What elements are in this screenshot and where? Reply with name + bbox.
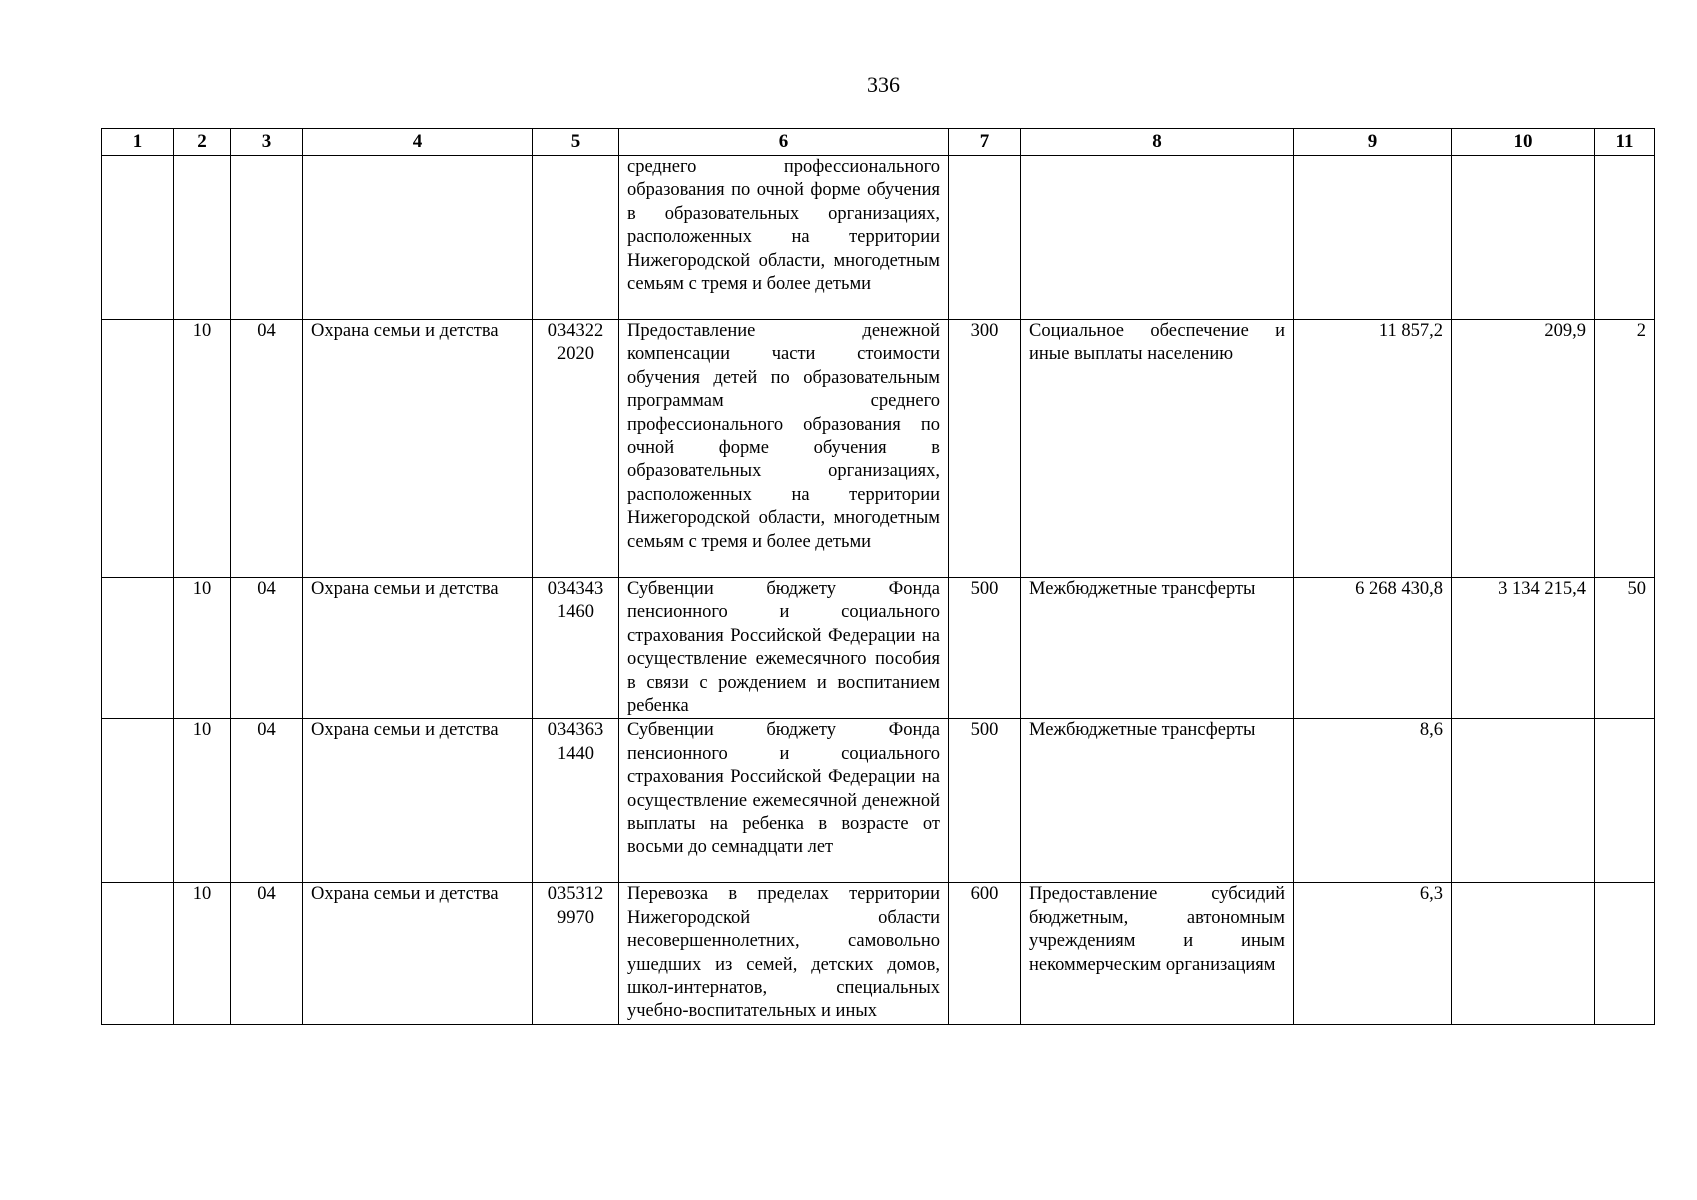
cell-value-10 — [1452, 156, 1595, 320]
cell-expense-type: 500 — [949, 719, 1021, 883]
cell-col1 — [102, 883, 174, 1024]
header-cell: 6 — [619, 129, 949, 156]
cell-target-code — [533, 156, 619, 320]
cell-col1 — [102, 719, 174, 883]
header-cell: 1 — [102, 129, 174, 156]
cell-description: Перевозка в пределах территории Нижегородской области несовершеннолетних, самовольно ушедших из семей, детских домов, школ-интернатов, специальных учебно-воспитательных и иных — [619, 883, 949, 1024]
cell-value-11 — [1595, 719, 1655, 883]
table-row — [102, 883, 1655, 1024]
header-cell: 2 — [174, 129, 231, 156]
cell-subsection — [231, 156, 303, 320]
cell-value-11 — [1595, 883, 1655, 1024]
cell-description: Предоставление денежной компенсации части стоимости обучения детей по образовательным программам среднего профессионального образования по очной форме обучения в образовательных организациях, расположенных на территории Нижегородской области, многодетным семьям с тремя и более детьми — [619, 320, 949, 578]
cell-subsection: 04 — [231, 719, 303, 883]
header-cell: 9 — [1294, 129, 1452, 156]
cell-section-name: Охрана семьи и детства — [303, 883, 533, 1024]
header-row — [102, 129, 1655, 156]
cell-expense-name: Межбюджетные трансферты — [1021, 578, 1294, 719]
cell-description: среднего профессионального образования по очной форме обучения в образовательных организациях, расположенных на территории Нижегородской области, многодетным семьям с тремя и более детьми — [619, 156, 949, 320]
cell-value-9 — [1294, 156, 1452, 320]
cell-expense-name: Социальное обеспечение и иные выплаты населению — [1021, 320, 1294, 578]
header-cell: 7 — [949, 129, 1021, 156]
cell-section: 10 — [174, 719, 231, 883]
cell-value-9: 6 268 430,8 — [1294, 578, 1452, 719]
cell-col1 — [102, 156, 174, 320]
cell-value-10 — [1452, 719, 1595, 883]
table-row — [102, 719, 1655, 883]
cell-value-11: 50 — [1595, 578, 1655, 719]
cell-description: Субвенции бюджету Фонда пенсионного и социального страхования Российской Федерации на осуществление ежемесячного пособия в связи с рождением и воспитанием ребенка — [619, 578, 949, 719]
cell-expense-type: 500 — [949, 578, 1021, 719]
cell-section-name: Охрана семьи и детства — [303, 320, 533, 578]
cell-value-11 — [1595, 156, 1655, 320]
cell-section: 10 — [174, 883, 231, 1024]
header-cell: 10 — [1452, 129, 1595, 156]
cell-section: 10 — [174, 578, 231, 719]
page-number: 336 — [867, 72, 900, 97]
cell-value-9: 8,6 — [1294, 719, 1452, 883]
cell-section — [174, 156, 231, 320]
table-row — [102, 156, 1655, 320]
cell-value-10 — [1452, 883, 1595, 1024]
cell-section: 10 — [174, 320, 231, 578]
cell-expense-type: 600 — [949, 883, 1021, 1024]
cell-target-code: 035312 9970 — [533, 883, 619, 1024]
cell-section-name: Охрана семьи и детства — [303, 719, 533, 883]
cell-subsection: 04 — [231, 883, 303, 1024]
header-cell: 3 — [231, 129, 303, 156]
cell-subsection: 04 — [231, 578, 303, 719]
cell-value-10: 209,9 — [1452, 320, 1595, 578]
cell-target-code: 034363 1440 — [533, 719, 619, 883]
cell-value-10: 3 134 215,4 — [1452, 578, 1595, 719]
table-row — [102, 578, 1655, 719]
cell-value-9: 11 857,2 — [1294, 320, 1452, 578]
cell-value-9: 6,3 — [1294, 883, 1452, 1024]
header-cell: 11 — [1595, 129, 1655, 156]
header-cell: 4 — [303, 129, 533, 156]
cell-col1 — [102, 320, 174, 578]
table-row — [102, 320, 1655, 578]
cell-col1 — [102, 578, 174, 719]
header-cell: 5 — [533, 129, 619, 156]
cell-subsection: 04 — [231, 320, 303, 578]
cell-description: Субвенции бюджету Фонда пенсионного и социального страхования Российской Федерации на осуществление ежемесячной денежной выплаты на ребенка в возрасте от восьми до семнадцати лет — [619, 719, 949, 883]
cell-expense-type — [949, 156, 1021, 320]
cell-target-code: 034343 1460 — [533, 578, 619, 719]
cell-expense-type: 300 — [949, 320, 1021, 578]
cell-section-name — [303, 156, 533, 320]
cell-expense-name: Межбюджетные трансферты — [1021, 719, 1294, 883]
header-cell: 8 — [1021, 129, 1294, 156]
cell-expense-name: Предоставление субсидий бюджетным, автономным учреждениям и иным некоммерческим организациям — [1021, 883, 1294, 1024]
cell-value-11: 2 — [1595, 320, 1655, 578]
cell-expense-name — [1021, 156, 1294, 320]
budget-table — [101, 128, 1655, 1025]
cell-target-code: 034322 2020 — [533, 320, 619, 578]
cell-section-name: Охрана семьи и детства — [303, 578, 533, 719]
